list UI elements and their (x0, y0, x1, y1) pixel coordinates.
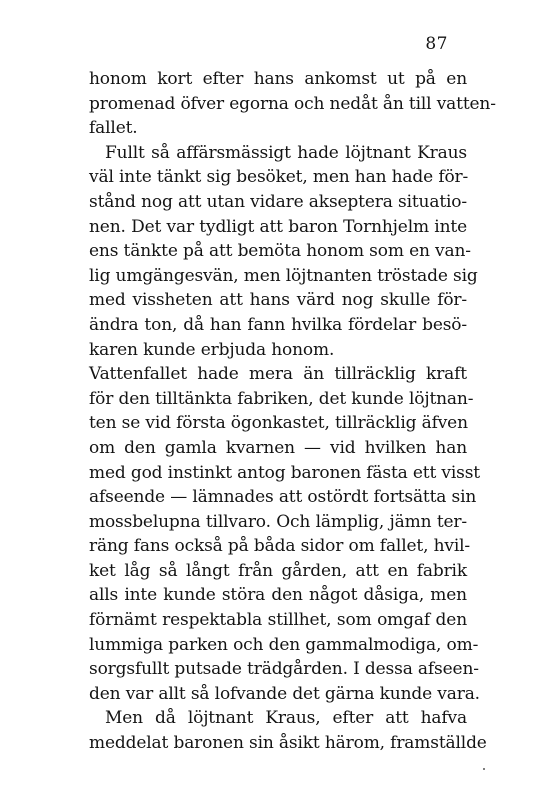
paper-speck (483, 768, 485, 770)
text-line: fallet. (89, 118, 138, 139)
text-line: ten se vid första ögonkastet, tillräcklig äfven (89, 413, 468, 434)
text-line: Vattenfallet hade mera än tillräcklig kraft (89, 364, 467, 385)
text-line: den var allt så lofvande det gärna kunde vara. (89, 683, 480, 704)
text-line: Men då löjtnant Kraus, efter att hafva (105, 708, 467, 729)
text-line: nen. Det var tydligt att baron Tornhjelm inte (89, 216, 467, 237)
body-text (89, 67, 496, 756)
text-line: Fullt så affärsmässigt hade löjtnant Kraus (105, 142, 467, 163)
page-number: 87 (425, 34, 448, 54)
text-line: för den tilltänkta fabriken, det kunde löjtnan- (89, 388, 474, 409)
text-line: honom kort efter hans ankomst ut på en (89, 69, 467, 89)
text-line: ket låg så långt från gården, att en fabrik (89, 560, 467, 581)
text-line: ens tänkte på att bemöta honom som en van- (89, 241, 471, 262)
text-line: lummiga parken och den gammalmodiga, om- (89, 634, 479, 655)
text-line: afseende — lämnades att ostördt fortsätta sin (89, 487, 477, 508)
text-line: meddelat baronen sin åsikt härom, framställde (89, 733, 487, 754)
text-line: mossbelupna tillvaro. Och lämplig, jämn ter- (89, 511, 467, 532)
text-line: karen kunde erbjuda honom. (89, 339, 335, 360)
text-line: sorgsfullt putsade trädgården. I dessa afseen- (89, 659, 479, 680)
text-line: förnämt respektabla stillhet, som omgaf den (89, 610, 467, 631)
text-line: om den gamla kvarnen — vid hvilken han (89, 437, 467, 458)
text-line: ändra ton, då han fann hvilka fördelar besö- (89, 314, 467, 335)
text-line: väl inte tänkt sig besöket, men han hade för- (89, 167, 469, 188)
text-line: promenad öfver egorna och nedåt ån till vatten- (89, 93, 496, 114)
text-line: räng fans också på båda sidor om fallet, hvil- (89, 536, 471, 557)
text-line: med god instinkt antog baronen fästa ett visst (89, 462, 480, 483)
text-line: alls inte kunde störa den något dåsiga, men (89, 585, 467, 606)
text-line: stånd nog att utan vidare akseptera situatio- (89, 191, 467, 212)
text-line: lig umgängesvän, men löjtnanten tröstade sig (89, 265, 478, 286)
text-line: med vissheten att hans värd nog skulle för- (89, 290, 467, 311)
